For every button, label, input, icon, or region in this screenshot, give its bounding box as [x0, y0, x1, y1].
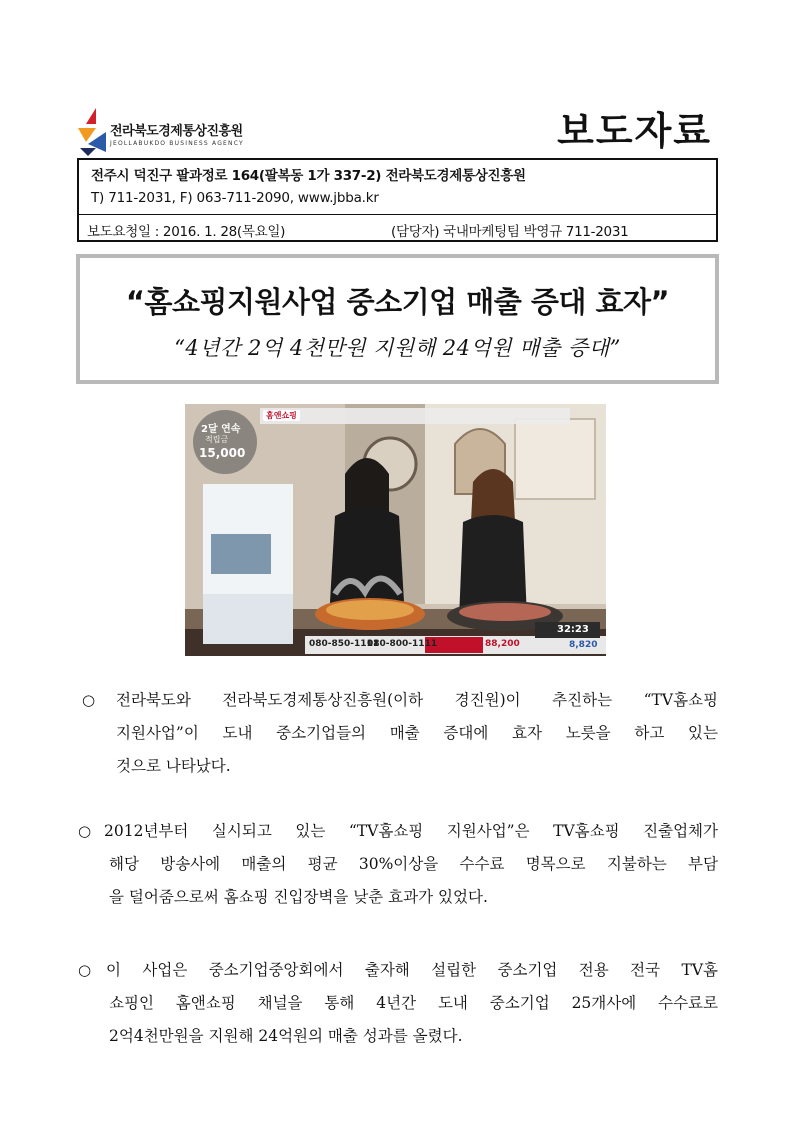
org-logo-icon [78, 108, 114, 156]
phone-1: 080-850-1111 [309, 639, 380, 649]
badge-line1: 2달 연속 [201, 424, 241, 435]
subheadline: “4년간 2억 4천만원 지원해 24억원 매출 증대” [174, 336, 621, 360]
paragraph-3-line-1: 이 사업은 중소기업중앙회에서 출자해 설립한 중소기업 전용 전국 TV홈 [106, 961, 718, 979]
bullet-1: ○ [82, 691, 96, 709]
channel-logo: 홈앤쇼핑 [263, 410, 300, 421]
badge-amount: 15,000 [199, 446, 246, 460]
broadcast-scene [185, 404, 606, 656]
timer: 32:23 [557, 624, 589, 635]
paragraph-2-line-2: 해당 방송사에 매출의 평균 30%이상을 수수료 명목으로 지불하는 부담 [109, 855, 718, 873]
paragraph-1-line-1: 전라북도와 전라북도경제통상진흥원(이하 경진원)이 추진하는 “TV홈쇼핑 [116, 691, 718, 709]
address-text: 전주시 덕진구 팔과정로 164(팔복동 1가 337-2) 전라북도경제통상진흥원 [91, 168, 526, 184]
paragraph-2-line-3: 을 덜어줌으로써 홈쇼핑 진입장벽을 낮춘 효과가 있었다. [109, 888, 488, 906]
price-tag-2: 8,820 [569, 640, 598, 650]
doc-type-title: 보도자료 [557, 109, 712, 153]
info-divider [79, 214, 716, 215]
paragraph-1-line-3: 것으로 나타났다. [116, 757, 231, 775]
org-logo [78, 108, 278, 158]
info-box [77, 158, 718, 242]
paragraph-2-line-1: 2012년부터 실시되고 있는 “TV홈쇼핑 지원사업”은 TV홈쇼핑 진출업체가 [104, 822, 718, 840]
phone-2: 080-800-1111 [367, 639, 438, 649]
contact-text: T) 711-2031, F) 063-711-2090, www.jbba.kr [91, 190, 379, 206]
broadcast-photo [185, 404, 606, 656]
badge-line2: 적립금 [205, 435, 229, 444]
contact-person: (담당자) 국내마케팅팀 박영규 711-2031 [391, 224, 629, 240]
price-tag: 88,200 [485, 639, 520, 649]
bullet-3: ○ [78, 961, 92, 979]
headline-box [76, 254, 719, 384]
paragraph-3-line-2: 쇼핑인 홈앤쇼핑 채널을 통해 4년간 도내 중소기업 25개사에 수수료로 [109, 994, 718, 1012]
org-name: 전라북도경제통상진흥원 [110, 124, 243, 139]
headline: “홈쇼핑지원사업 중소기업 매출 증대 효자” [125, 285, 670, 319]
paragraph-3-line-3: 2억4천만원을 지원해 24억원의 매출 성과를 올렸다. [109, 1027, 463, 1045]
bullet-2: ○ [78, 822, 92, 840]
paragraph-1-line-2: 지원사업”이 도내 중소기업들의 매출 증대에 효자 노릇을 하고 있는 [116, 724, 718, 742]
request-date: 보도요청일 : 2016. 1. 28(목요일) [87, 224, 286, 240]
org-name-en: JEOLLABUKDO BUSINESS AGENCY [110, 140, 244, 147]
